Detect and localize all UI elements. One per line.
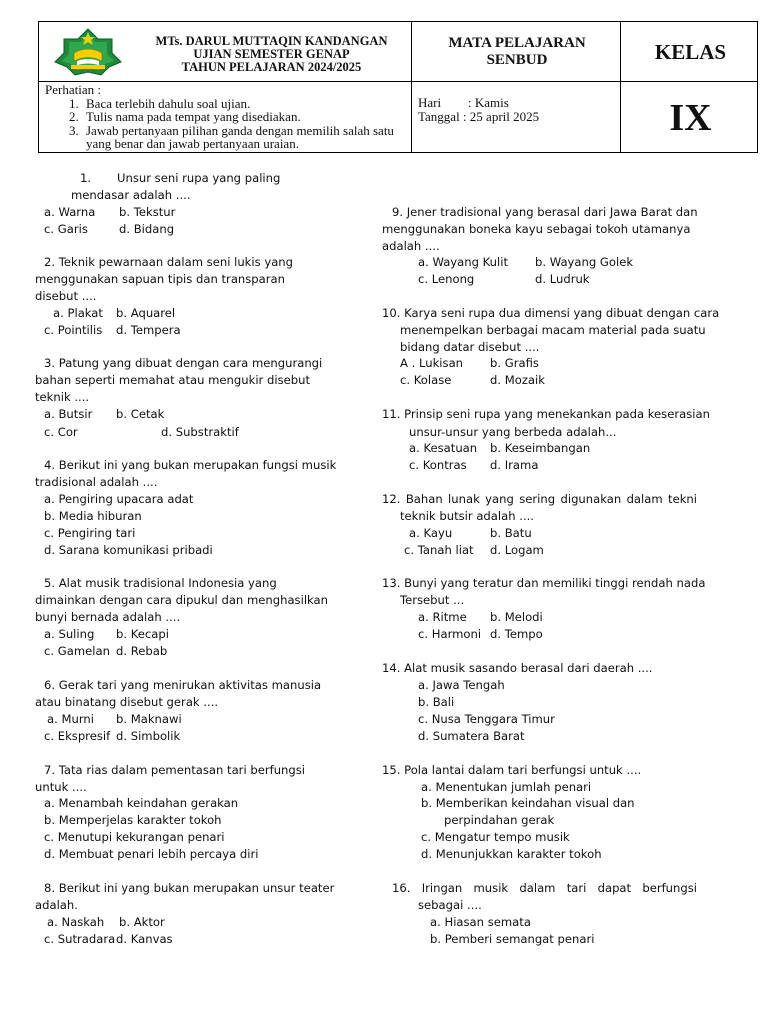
option: d. Sumatera Barat — [418, 729, 525, 743]
option: a. Jawa Tengah — [418, 678, 505, 692]
option: d. Simbolik — [116, 729, 181, 743]
option: a. Butsir — [44, 407, 93, 421]
ministry-logo — [49, 27, 127, 77]
question-text: atau binatang disebut gerak .... — [35, 695, 219, 709]
question-number: 1. — [80, 171, 92, 185]
option: c. Gamelan — [44, 644, 110, 658]
option: b. Memperjelas karakter tokoh — [44, 813, 222, 827]
option: b. Pemberi semangat penari — [430, 932, 595, 946]
option: a. Kayu — [409, 526, 453, 540]
class-value: IX — [669, 97, 712, 139]
question-text: 3. Patung yang dibuat dengan cara mengurangi — [44, 356, 323, 370]
question-text: untuk .... — [35, 780, 87, 794]
question-text: tradisional adalah .... — [35, 475, 158, 489]
option: c. Pointilis — [44, 323, 103, 337]
option: a. Kesatuan — [409, 441, 478, 455]
option: b. Media hiburan — [44, 509, 142, 523]
question-text: 12. Bahan lunak yang sering digunakan dalam tekni — [382, 492, 697, 506]
question-text: sebagai .... — [418, 898, 482, 912]
option: c. Cor — [44, 425, 78, 439]
question-text: 10. Karya seni rupa dua dimensi yang dibuat dengan cara — [382, 306, 720, 320]
notice-item: 3. Jawab pertanyaan pilihan ganda dengan memilih salah satu yang benar dan jawab pertanyaan uraian. — [82, 124, 410, 151]
option: c. Nusa Tenggara Timur — [418, 712, 555, 726]
class-label: KELAS — [654, 40, 727, 64]
option: b. Bali — [418, 695, 455, 709]
option: c. Ekspresif — [44, 729, 111, 743]
option: d. Substraktif — [161, 425, 239, 439]
subject-box — [413, 35, 621, 69]
option: d. Tempera — [116, 323, 181, 337]
question-text: 9. Jener tradisional yang berasal dari Jawa Barat dan — [392, 205, 698, 219]
option: c. Kolase — [400, 373, 452, 387]
option: c. Mengatur tempo musik — [421, 830, 570, 844]
notice-title: Perhatian : — [45, 82, 101, 97]
option: d. Bidang — [119, 222, 175, 236]
question-text: 16. Iringan musik dalam tari dapat berfungsi — [392, 881, 697, 895]
question-text: bunyi bernada adalah .... — [35, 610, 181, 624]
question-text: bidang datar disebut .... — [400, 340, 540, 354]
day-value: : Kamis — [468, 95, 509, 110]
question-text: 4. Berikut ini yang bukan merupakan fungsi musik — [44, 458, 337, 472]
option: c. Sutradara — [44, 932, 116, 946]
option: b. Aquarel — [116, 306, 176, 320]
option: a. Hiasan semata — [430, 915, 531, 929]
option: b. Keseimbangan — [490, 441, 591, 455]
option: c. Harmoni — [418, 627, 482, 641]
option: a. Naskah — [47, 915, 105, 929]
option: d. Tempo — [490, 627, 543, 641]
option: d. Membuat penari lebih percaya diri — [44, 847, 259, 861]
option: d. Rebab — [116, 644, 168, 658]
question-text: 14. Alat musik sasando berasal dari daerah .... — [382, 661, 653, 675]
question-text: 2. Teknik pewarnaan dalam seni lukis yang — [44, 255, 294, 269]
question-text: 15. Pola lantai dalam tari berfungsi untuk .... — [382, 763, 642, 777]
option: d. Logam — [490, 543, 544, 557]
notice-list — [45, 97, 410, 151]
option: c. Lenong — [418, 272, 475, 286]
option: a. Suling — [44, 627, 95, 641]
option: a. Murni — [47, 712, 94, 726]
option: d. Kanvas — [116, 932, 173, 946]
subject-value: SENBUD — [486, 52, 548, 68]
question-text: 7. Tata rias dalam pementasan tari berfungsi — [44, 763, 306, 777]
question-text: mendasar adalah .... — [71, 188, 191, 202]
option: a. Menentukan jumlah penari — [421, 780, 592, 794]
option: a. Pengiring upacara adat — [44, 492, 194, 506]
option: d. Sarana komunikasi pribadi — [44, 543, 213, 557]
notice — [45, 83, 410, 151]
option: c. Menutupi kekurangan penari — [44, 830, 225, 844]
option: a. Plakat — [53, 306, 103, 320]
option: b. Aktor — [119, 915, 165, 929]
question-text: 11. Prinsip seni rupa yang menekankan pada keserasian — [382, 407, 710, 421]
option: a. Menambah keindahan gerakan — [44, 796, 239, 810]
option: d. Ludruk — [535, 272, 590, 286]
notice-item: 2. Tulis nama pada tempat yang disediakan. — [82, 110, 410, 124]
subject-label: MATA PELAJARAN — [448, 35, 586, 51]
question-text: adalah .... — [382, 239, 440, 253]
option: c. Pengiring tari — [44, 526, 136, 540]
option: d. Menunjukkan karakter tokoh — [421, 847, 602, 861]
question-text: teknik .... — [35, 390, 90, 404]
date-value: : 25 april 2025 — [462, 109, 540, 124]
option: b. Melodi — [490, 610, 543, 624]
question-text: teknik butsir adalah .... — [400, 509, 534, 523]
question-text: menggunakan boneka kayu sebagai tokoh utamanya — [382, 222, 691, 236]
school-info — [134, 35, 409, 74]
option: b. Kecapi — [116, 627, 169, 641]
question-text: Unsur seni rupa yang paling — [117, 171, 281, 185]
question-text: adalah. — [35, 898, 78, 912]
option: a. Wayang Kulit — [418, 255, 509, 269]
date-label: Tanggal — [418, 109, 460, 124]
question-text: 5. Alat musik tradisional Indonesia yang — [44, 576, 277, 590]
option: A . Lukisan — [400, 356, 464, 370]
question-text: 8. Berikut ini yang bukan merupakan unsur teater — [44, 881, 335, 895]
academic-year: TAHUN PELAJARAN 2024/2025 — [181, 60, 362, 74]
exam-schedule — [418, 96, 618, 124]
question-text: disebut .... — [35, 289, 97, 303]
question-text: menempelkan berbagai macam material pada suatu — [400, 323, 706, 337]
option-continuation: perpindahan gerak — [444, 813, 555, 827]
option: b. Grafis — [490, 356, 539, 370]
question-text: menggunakan sapuan tipis dan transparan — [35, 272, 285, 286]
option: b. Maknawi — [116, 712, 182, 726]
question-text: 13. Bunyi yang teratur dan memiliki tinggi rendah nada — [382, 576, 706, 590]
option: a. Ritme — [418, 610, 467, 624]
question-text: Tersebut ... — [400, 593, 465, 607]
option: d. Mozaik — [490, 373, 545, 387]
option: b. Memberikan keindahan visual dan — [421, 796, 635, 810]
question-text: unsur-unsur yang berbeda adalah... — [409, 425, 617, 439]
question-text: dimainkan dengan cara dipukul dan menghasilkan — [35, 593, 328, 607]
school-name: MTs. DARUL MUTTAQIN KANDANGAN — [155, 34, 388, 48]
option: b. Tekstur — [119, 205, 176, 219]
option: b. Batu — [490, 526, 532, 540]
option: c. Kontras — [409, 458, 467, 472]
exam-title: UJIAN SEMESTER GENAP — [193, 47, 350, 61]
question-text: bahan seperti memahat atau mengukir disebut — [35, 373, 311, 387]
option: d. Irama — [490, 458, 539, 472]
day-label: Hari — [418, 95, 442, 110]
option: a. Warna — [44, 205, 96, 219]
option: c. Garis — [44, 222, 88, 236]
option: b. Wayang Golek — [535, 255, 634, 269]
option: b. Cetak — [116, 407, 165, 421]
exam-header — [38, 21, 758, 153]
question-text: 6. Gerak tari yang menirukan aktivitas manusia — [44, 678, 322, 692]
option: c. Tanah liat — [404, 543, 474, 557]
notice-item: 1. Baca terlebih dahulu soal ujian. — [82, 97, 410, 111]
